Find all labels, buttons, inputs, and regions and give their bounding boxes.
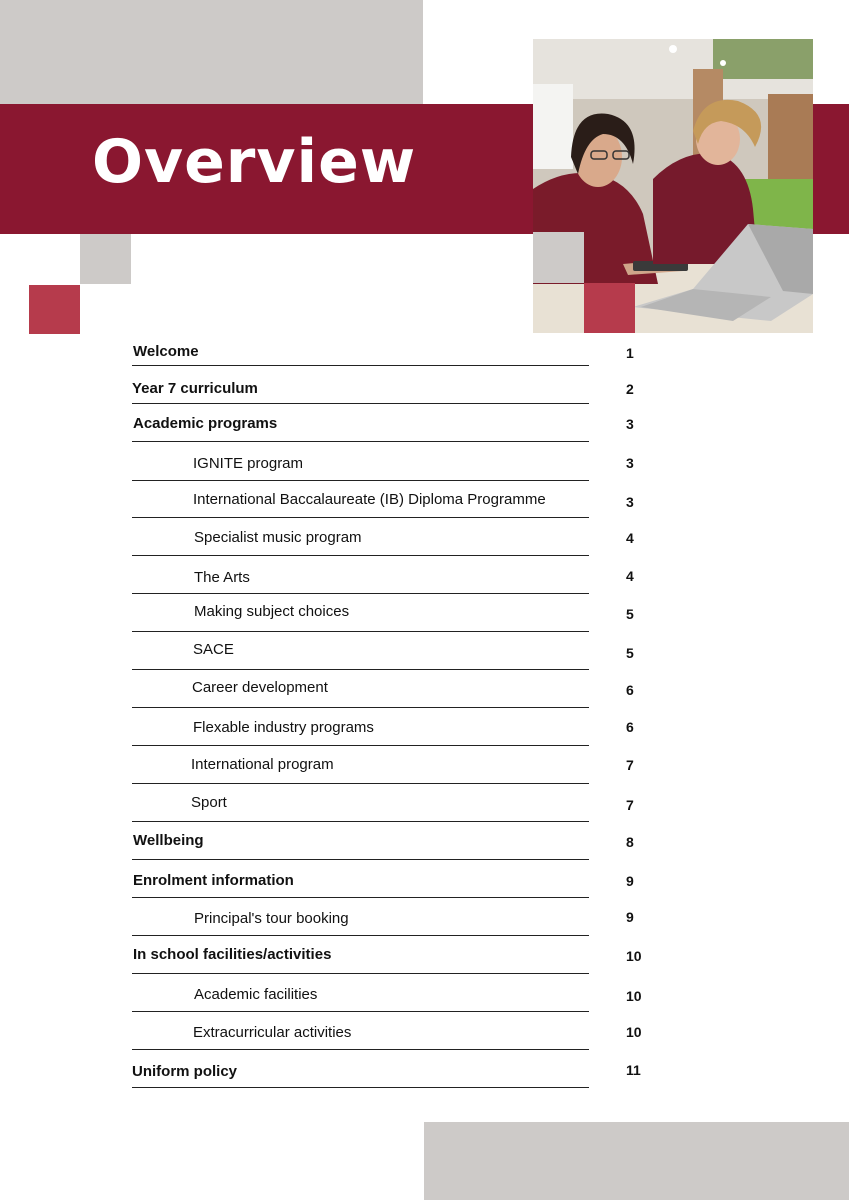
toc-page-number: 3 [626,455,634,471]
red-photo-accent-square [584,283,635,333]
toc-entry-label: Uniform policy [132,1063,238,1080]
toc-page-number: 4 [626,568,634,584]
toc-page-number: 11 [626,1062,641,1078]
toc-entry-label: Making subject choices [194,603,350,620]
toc-divider [132,859,589,860]
toc-divider [132,973,589,974]
toc-entry-label: Sport [191,794,227,811]
toc-page-number: 3 [626,494,634,510]
toc-entry-label: Welcome [133,343,199,360]
toc-page-number: 10 [626,988,642,1004]
toc-divider [132,365,589,366]
toc-divider [132,707,589,708]
toc-divider [132,1011,589,1012]
page-title: Overview [92,127,417,197]
grey-photo-accent-square [533,232,584,283]
toc-divider [132,821,589,822]
grey-accent-square [80,234,131,284]
toc-page-number: 10 [626,1024,642,1040]
toc-divider [132,1049,589,1050]
students-with-laptop-icon [533,39,813,333]
toc-divider [132,517,589,518]
toc-divider [132,403,589,404]
toc-entry-label: Specialist music program [194,529,362,546]
toc-entry-label: International Baccalaureate (IB) Diploma Programme [193,491,546,508]
toc-divider [132,631,589,632]
toc-divider [132,593,589,594]
toc-divider [132,935,589,936]
toc-entry-label: The Arts [194,569,250,586]
toc-page-number: 7 [626,797,634,813]
toc-page-number: 7 [626,757,634,773]
toc-page-number: 9 [626,873,634,889]
toc-page-number: 2 [626,381,634,397]
toc-page-number: 8 [626,834,634,850]
toc-divider [132,480,589,481]
grey-header-block [0,0,423,104]
toc-entry-label: In school facilities/activities [133,946,332,963]
toc-entry-label: Career development [192,679,328,696]
toc-entry-label: IGNITE program [193,455,304,472]
toc-entry-label: Enrolment information [133,872,294,889]
toc-entry-label: Principal's tour booking [194,910,349,927]
toc-page-number: 9 [626,909,634,925]
toc-entry-label: International program [191,756,334,773]
toc-entry-label: Academic programs [133,415,278,432]
toc-divider [132,441,589,442]
toc-entry-label: Year 7 curriculum [132,380,258,397]
grey-footer-block [424,1122,849,1200]
toc-entry-label: Flexable industry programs [193,719,374,736]
toc-divider [132,555,589,556]
toc-page-number: 5 [626,606,634,622]
toc-divider [132,1087,589,1088]
toc-page-number: 3 [626,416,634,432]
toc-divider [132,669,589,670]
toc-page-number: 5 [626,645,634,661]
toc-page-number: 10 [626,948,642,964]
toc-divider [132,783,589,784]
toc-divider [132,745,589,746]
toc-divider [132,897,589,898]
toc-entry-label: Extracurricular activities [193,1024,352,1041]
red-accent-square [29,285,80,334]
toc-entry-label: SACE [193,641,234,658]
toc-entry-label: Wellbeing [133,832,204,849]
toc-page-number: 6 [626,719,634,735]
toc-page-number: 6 [626,682,634,698]
students-photo [533,39,813,333]
toc-entry-label: Academic facilities [194,986,318,1003]
toc-page-number: 1 [626,345,634,361]
toc-page-number: 4 [626,530,634,546]
